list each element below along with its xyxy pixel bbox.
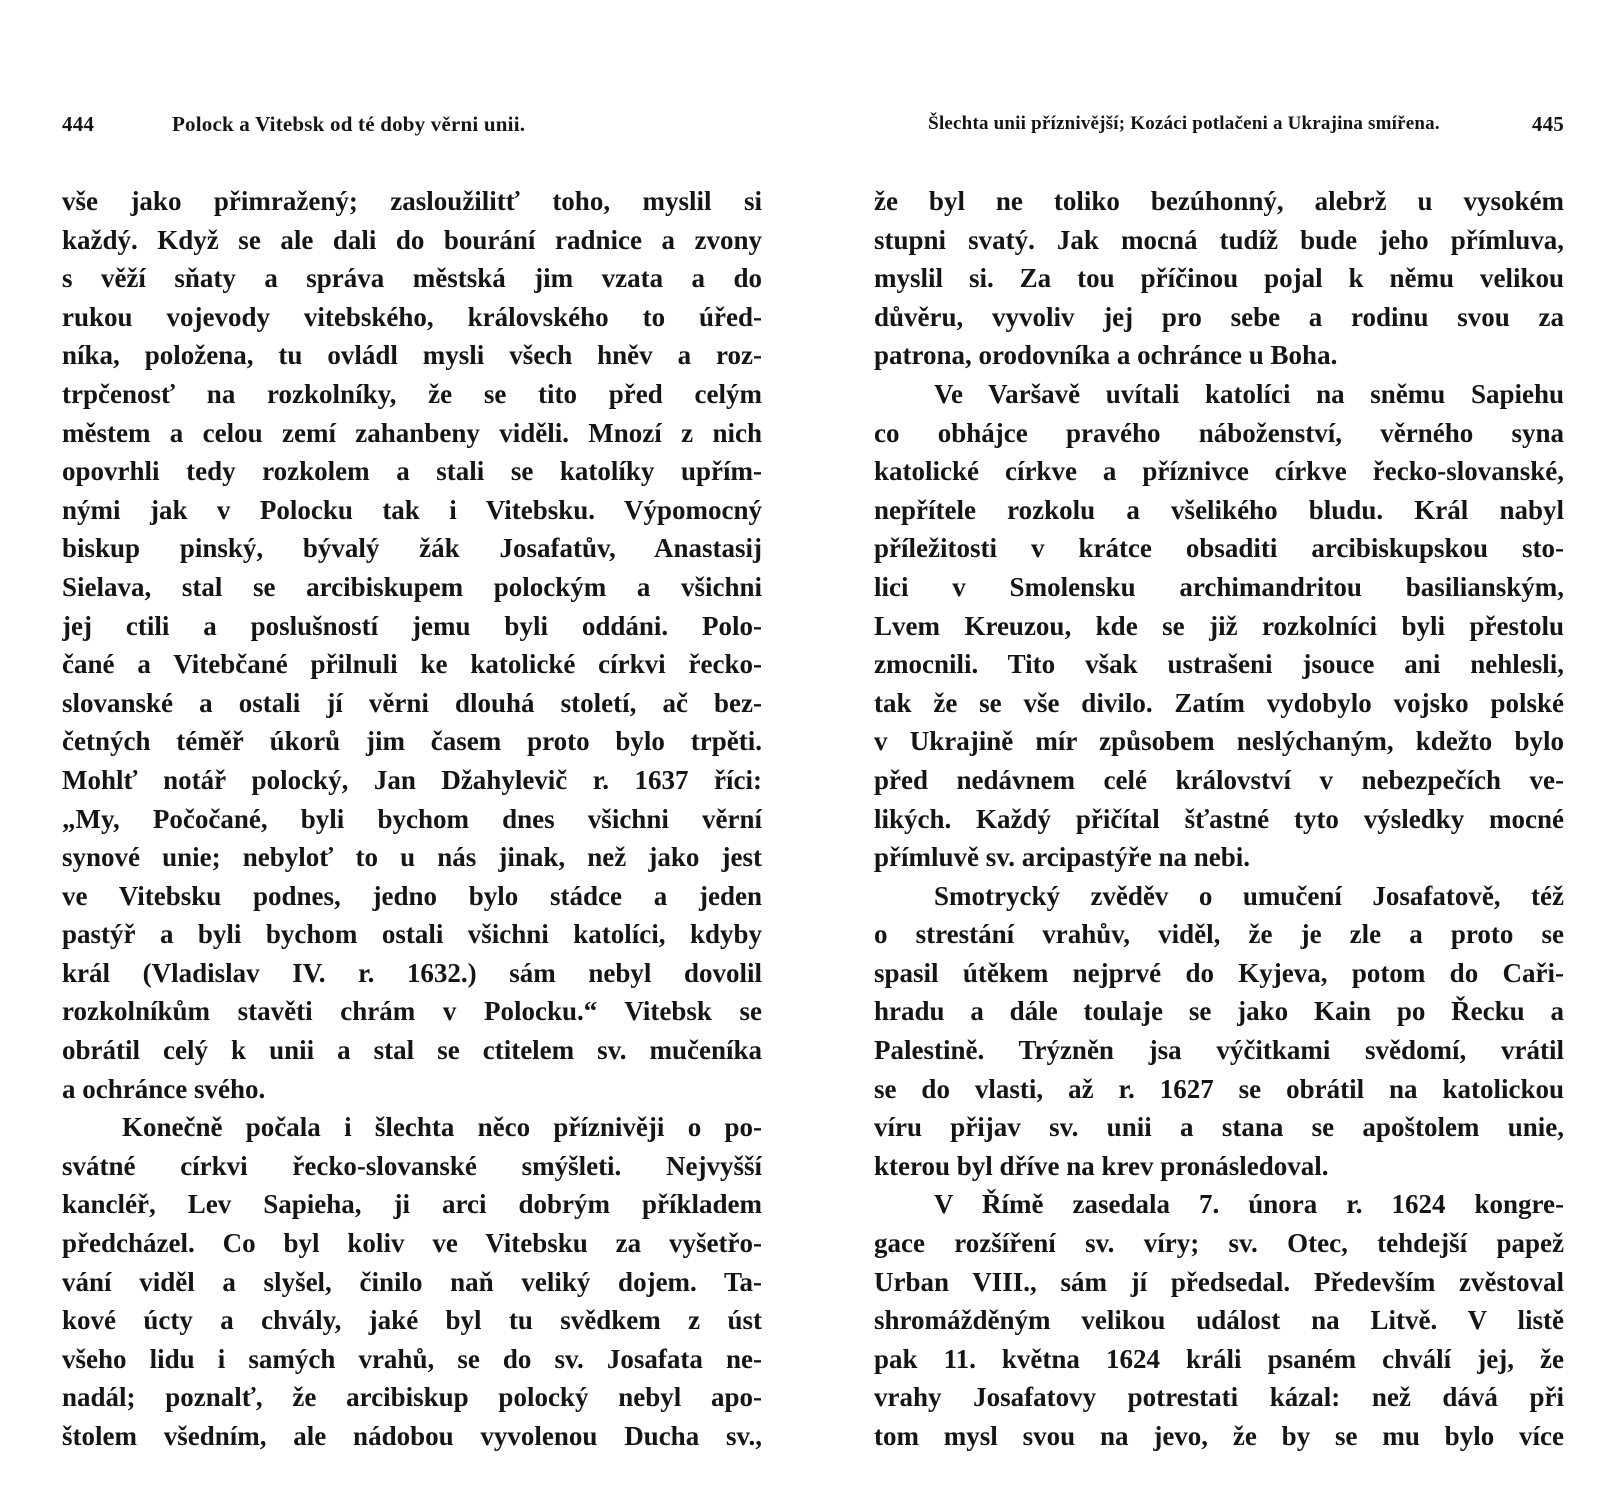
text-line: níka, položena, tu ovládl mysli všech hněv a roz- bbox=[62, 340, 762, 371]
text-line: zmocnili. Tito však ustrašeni jsouce ani nehlesli, bbox=[874, 649, 1564, 680]
right-page-body bbox=[874, 182, 1564, 1456]
text-line: ve Vitebsku podnes, jedno bylo stádce a jeden bbox=[62, 880, 762, 911]
text-line: nepřítele rozkolu a všelikého bludu. Král nabyl bbox=[874, 494, 1564, 525]
text-line: hradu a dále toulaje se jako Kain po Řecku a bbox=[874, 996, 1564, 1027]
text-line: tak že se vše divilo. Zatím vydobylo vojsko polské bbox=[874, 687, 1564, 718]
text-line: král (Vladislav IV. r. 1632.) sám nebyl dovolil bbox=[62, 957, 762, 988]
left-page-body bbox=[62, 182, 762, 1456]
text-line: kové úcty a chvály, jaké byl tu svědkem z úst bbox=[62, 1305, 762, 1336]
text-line: Ve Varšavě uvítali katolíci na sněmu Sapiehu bbox=[934, 378, 1564, 409]
text-line: jej ctili a poslušností jemu byli oddáni. Polo- bbox=[62, 610, 762, 641]
text-line: Lvem Kreuzou, kde se již rozkolníci byli přestolu bbox=[874, 610, 1564, 641]
text-line: příležitosti v krátce obsaditi arcibiskupskou sto- bbox=[874, 533, 1564, 564]
text-line: v Ukrajině mír způsobem neslýchaným, kdežto bylo bbox=[874, 726, 1564, 757]
text-line: shromážděným velikou událost na Litvě. V listě bbox=[874, 1305, 1564, 1336]
right-running-title: Šlechta unii příznivější; Kozáci potlačeni a Ukrajina smířena. bbox=[928, 113, 1440, 134]
text-line: myslil si. Za tou příčinou pojal k němu velikou bbox=[874, 263, 1564, 294]
text-line: likých. Každý přičítal šťastné tyto výsledky mocné bbox=[874, 803, 1564, 834]
text-line: že byl ne toliko bezúhonný, alebrž u vysokém bbox=[874, 186, 1564, 216]
left-page bbox=[62, 0, 762, 1501]
text-line: nými jak v Polocku tak i Vitebsku. Výpomocný bbox=[62, 494, 762, 525]
text-line: každý. Když se ale dali do bourání radnice a zvony bbox=[62, 224, 762, 255]
text-line: V Římě zasedala 7. února r. 1624 kongre- bbox=[934, 1189, 1564, 1220]
text-line: lici v Smolensku archimandritou basilianským, bbox=[874, 571, 1564, 602]
text-line: městem a celou zemí zahanbeny viděli. Mnozí z nich bbox=[62, 417, 762, 448]
text-line: předcházel. Co byl koliv ve Vitebsku za vyšetřo- bbox=[62, 1228, 762, 1259]
text-line: čané a Vitebčané přilnuli ke katolické církvi řecko- bbox=[62, 649, 762, 680]
text-line: patrona, orodovníka a ochránce u Boha. bbox=[874, 340, 1338, 371]
text-line: přímluvě sv. arcipastýře na nebi. bbox=[874, 842, 1251, 873]
text-line: se do vlasti, až r. 1627 se obrátil na katolickou bbox=[874, 1073, 1564, 1104]
text-line: opovrhli tedy rozkolem a stali se katolíky upřím- bbox=[62, 456, 762, 487]
text-line: četných téměř úkorů jim časem proto bylo trpěti. bbox=[62, 726, 762, 757]
text-line: vše jako přimražený; zasloužilitť toho, myslil si bbox=[62, 186, 762, 216]
text-line: pastýř a byli bychom ostali všichni katolíci, kdyby bbox=[62, 919, 762, 950]
text-line: všeho lidu i samých vrahů, se do sv. Josafata ne- bbox=[62, 1343, 762, 1374]
text-line: Palestině. Trýzněn jsa výčitkami svědomí, vrátil bbox=[874, 1035, 1564, 1066]
left-page-number: 444 bbox=[62, 112, 95, 136]
text-line: pak 11. května 1624 králi psaném chválí jej, že bbox=[874, 1343, 1564, 1374]
text-line: kancléř, Lev Sapieha, ji arci dobrým příkladem bbox=[62, 1189, 762, 1220]
text-line: co obhájce pravého náboženství, věrného syna bbox=[874, 417, 1564, 448]
text-line: „My, Počočané, byli bychom dnes všichni věrní bbox=[62, 803, 762, 834]
text-line: nadál; poznalť, že arcibiskup polocký nebyl apo- bbox=[62, 1382, 762, 1413]
text-line: vrahy Josafatovy potrestati kázal: než dává při bbox=[874, 1382, 1564, 1413]
text-line: biskup pinský, bývalý žák Josafatův, Anastasij bbox=[62, 533, 762, 564]
text-line: gace rozšíření sv. víry; sv. Otec, tehdejší papež bbox=[874, 1228, 1564, 1259]
text-line: kterou byl dříve na krev pronásledoval. bbox=[874, 1150, 1329, 1181]
text-line: vání viděl a slyšel, činilo naň veliký dojem. Ta- bbox=[62, 1266, 762, 1297]
right-page-number: 445 bbox=[1531, 112, 1564, 136]
text-line: Urban VIII., sám jí předsedal. Především zvěstoval bbox=[874, 1266, 1564, 1297]
text-line: tom mysl svou na jevo, že by se mu bylo více bbox=[874, 1421, 1564, 1451]
text-line: před nedávnem celé království v nebezpečích ve- bbox=[874, 764, 1564, 795]
text-line: katolické církve a příznivce církve řecko-slovanské, bbox=[874, 456, 1564, 487]
text-line: slovanské a ostali jí věrni dlouhá století, ač bez- bbox=[62, 687, 762, 718]
text-line: Konečně počala i šlechta něco příznivěji o po- bbox=[122, 1112, 762, 1143]
text-line: s věží sňaty a správa městská jim vzata a do bbox=[62, 263, 762, 294]
text-line: obrátil celý k unii a stal se ctitelem sv. mučeníka bbox=[62, 1035, 762, 1066]
text-line: trpčenosť na rozkolníky, že se tito před celým bbox=[62, 378, 762, 409]
text-line: rozkolníkům stavěti chrám v Polocku.“ Vitebsk se bbox=[62, 996, 762, 1027]
text-line: stupni svatý. Jak mocná tudíž bude jeho přímluva, bbox=[874, 224, 1564, 255]
text-line: spasil útěkem nejprvé do Kyjeva, potom do Caři- bbox=[874, 957, 1564, 988]
text-line: Sielava, stal se arcibiskupem polockým a všichni bbox=[62, 571, 762, 602]
text-line: svátné církvi řecko-slovanské smýšleti. Nejvyšší bbox=[62, 1150, 762, 1181]
text-line: rukou vojevody vitebského, královského to úřed- bbox=[62, 301, 762, 332]
left-running-title: Polock a Vitebsk od té doby věrni unii. bbox=[172, 112, 526, 136]
right-page bbox=[874, 0, 1564, 1501]
text-line: Smotrycký zvěděv o umučení Josafatově, též bbox=[934, 880, 1564, 911]
text-line: štolem všedním, ale nádobou vyvolenou Ducha sv., bbox=[62, 1421, 762, 1451]
text-line: synové unie; nebyloť to u nás jinak, než jako jest bbox=[62, 842, 762, 873]
text-line: Mohlť notář polocký, Jan Džahylevič r. 1637 říci: bbox=[62, 764, 762, 795]
text-line: víru přijav sv. unii a stana se apoštolem unie, bbox=[874, 1112, 1564, 1143]
text-line: důvěru, vyvoliv jej pro sebe a rodinu svou za bbox=[874, 301, 1564, 332]
text-line: o strestání vrahův, viděl, že je zle a proto se bbox=[874, 919, 1564, 950]
text-line: a ochránce svého. bbox=[62, 1073, 266, 1104]
